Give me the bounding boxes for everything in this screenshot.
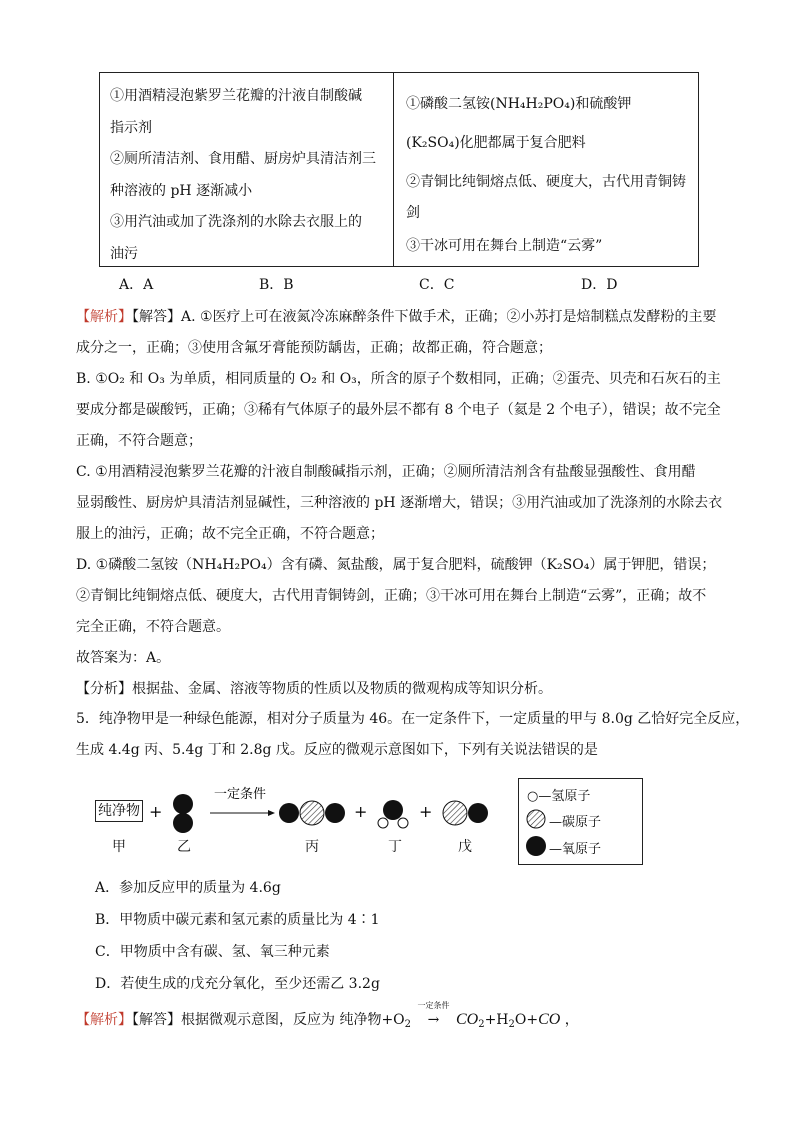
option-c: C．C xyxy=(419,277,455,293)
analysis-line: 故答案为：A。 xyxy=(76,650,171,666)
cell-d-line: (K₂SO₄)化肥都属于复合肥料 xyxy=(406,135,586,151)
legend-hydrogen: ○—氢原子 xyxy=(527,789,591,804)
analysis-line: ②青铜比纯铜熔点低、硬度大，古代用青铜铸剑，正确；③干冰可用在舞台上制造“云雾”，正确；故不 xyxy=(76,588,707,604)
eq-arrow-wrap xyxy=(416,1001,452,1028)
plus-sign: + xyxy=(419,802,433,821)
hydrogen-atom xyxy=(398,818,408,828)
cell-d-line: ①磷酸二氢铵(NH₄H₂PO₄)和硫酸钾 xyxy=(406,96,632,112)
answer-tag: 【解答】 xyxy=(132,1012,181,1028)
eq-arrow: → xyxy=(427,1012,440,1028)
reaction-equation: 纯净物$+O_2$ 一定条件 → $CO_2+H_2O+CO$ ， xyxy=(339,1001,579,1030)
option-b: B．B xyxy=(259,277,294,293)
legend-carbon: —碳原子 xyxy=(549,815,602,830)
cell-c-line: 种溶液的 pH 逐渐减小 xyxy=(110,182,253,199)
table-cell-d xyxy=(406,89,692,262)
cell-d-line: ③干冰可用在舞台上制造“云雾” xyxy=(406,238,603,254)
pure-substance-box: 纯净物 xyxy=(95,800,143,822)
oxygen-atom xyxy=(325,803,345,823)
analysis-line: 显弱酸性、厨房炉具清洁剂显碱性，三种溶液的 pH 逐渐增大，错误；③用汽油或加了洗涤剂的水除去衣 xyxy=(76,495,723,511)
analysis-line: 服上的油污，正确；故不完全正确，不符合题意； xyxy=(76,526,384,542)
cell-c-line: ③用汽油或加了洗涤剂的水除去衣服上的 xyxy=(110,214,362,230)
option-d: D．D xyxy=(581,277,618,293)
plus-sign: + xyxy=(149,802,163,821)
carbon-atom xyxy=(300,801,324,825)
oxygen-atom xyxy=(468,803,488,823)
analysis-line: 完全正确，不符合题意。 xyxy=(76,619,230,635)
analysis-line: A. ①医疗上可在液氮冷冻麻醉条件下做手术，正确；②小苏打是焙制糕点发酵粉的主要 xyxy=(181,309,717,325)
cell-c-line: 指示剂 xyxy=(110,119,152,136)
cell-c-line: ②厕所清洁剂、食用醋、厨房炉具清洁剂三 xyxy=(110,151,376,167)
eq-tail: ， xyxy=(564,1012,579,1028)
analysis-line: C. ①用酒精浸泡紫罗兰花瓣的汁液自制酸碱指示剂，正确；②厕所清洁剂含有盐酸显强酸性、食用醋 xyxy=(76,464,696,480)
table-cell-c xyxy=(110,81,385,270)
label-bing: 丙 xyxy=(305,839,319,855)
q5-option-b: B．甲物质中碳元素和氢元素的质量比为 4∶1 xyxy=(95,912,380,928)
analysis-line: D. ①磷酸二氢铵（NH₄H₂PO₄）含有磷、氮盐酸，属于复合肥料，硫酸钾（K₂SO₄）属于钾肥，错误； xyxy=(76,557,716,573)
oxygen-atom xyxy=(279,803,299,823)
analysis-line: 要成分都是碳酸钙，正确；③稀有气体原子的最外层不都有 8 个电子（氦是 2 个电子），错误；故不完全 xyxy=(76,402,721,418)
analysis-line: 正确，不符合题意； xyxy=(76,433,202,449)
analysis-line: 成分之一，正确；③使用含氟牙膏能预防龋齿，正确；故都正确，符合题意； xyxy=(76,340,552,356)
oxygen-atom xyxy=(383,800,403,820)
plus-sign: + xyxy=(354,802,368,821)
eq-o-plus: O+ xyxy=(514,1012,539,1028)
label-yi: 乙 xyxy=(177,839,191,855)
q4-analysis xyxy=(76,302,748,705)
cell-c-line: ①用酒精浸泡紫罗兰花瓣的汁液自制酸碱 xyxy=(110,88,362,104)
q5-option-a: A．参加反应甲的质量为 4.6g xyxy=(95,880,281,896)
option-a: A．A xyxy=(119,277,154,293)
comparison-table xyxy=(99,72,699,267)
q5-option-d: D．若使生成的戊充分氧化，至少还需乙 3.2g xyxy=(95,976,380,992)
q4-options xyxy=(119,274,679,296)
oxygen-atom xyxy=(173,794,193,814)
label-ding: 丁 xyxy=(388,839,402,855)
cell-d-line: 剑 xyxy=(406,205,420,221)
answer-tag: 【解答】 xyxy=(132,309,181,325)
answer-text: 根据微观示意图，反应为 xyxy=(181,1012,335,1028)
eq-product-co: CO xyxy=(538,1011,561,1028)
table-divider xyxy=(393,73,394,266)
carbon-atom xyxy=(443,801,467,825)
analysis-text: 根据盐、金属、溶液等物质的性质以及物质的微观构成等知识分析。 xyxy=(132,681,552,697)
oxygen-legend-icon xyxy=(525,835,547,857)
cell-d-line: ②青铜比纯铜熔点低、硬度大，古代用青铜铸 xyxy=(406,174,686,190)
hydrogen-atom xyxy=(378,818,388,828)
legend-oxygen: —氧原子 xyxy=(549,842,602,857)
label-jia: 甲 xyxy=(112,839,126,855)
cell-c-line: 油污 xyxy=(110,245,138,262)
atom-legend xyxy=(518,778,643,865)
label-wu: 戊 xyxy=(458,839,472,855)
analysis-tag: 【解析】 xyxy=(76,309,132,325)
eq-plus-h: +H xyxy=(484,1012,509,1028)
eq-reactant: 纯净物+O xyxy=(339,1012,405,1028)
reaction-condition: 一定条件 xyxy=(214,787,267,802)
q5-option-c: C．甲物质中含有碳、氢、氧三种元素 xyxy=(95,944,330,960)
eq-condition: 一定条件 xyxy=(417,1001,450,1010)
oxygen-atom xyxy=(173,813,193,833)
reaction-diagram xyxy=(0,770,520,870)
arrow-head xyxy=(268,810,275,816)
analysis-label: 【分析】 xyxy=(76,681,132,697)
q5-answer-line xyxy=(76,1001,579,1030)
eq-product-co2: CO xyxy=(455,1011,479,1028)
q5-stem-line1: 5．纯净物甲是一种绿色能源，相对分子质量为 46。在一定条件下，一定质量的甲与 8.0g 乙恰好完全反应， xyxy=(76,711,750,727)
analysis-line: B. ①O₂ 和 O₃ 为单质，相同质量的 O₂ 和 O₃，所含的原子个数相同，正确；②蛋壳、贝壳和石灰石的主 xyxy=(76,371,721,387)
q5-stem-line2: 生成 4.4g 丙、5.4g 丁和 2.8g 戊。反应的微观示意图如下，下列有关说法错误的是 xyxy=(76,742,598,758)
carbon-legend-icon xyxy=(525,808,547,830)
analysis-tag: 【解析】 xyxy=(76,1012,132,1028)
